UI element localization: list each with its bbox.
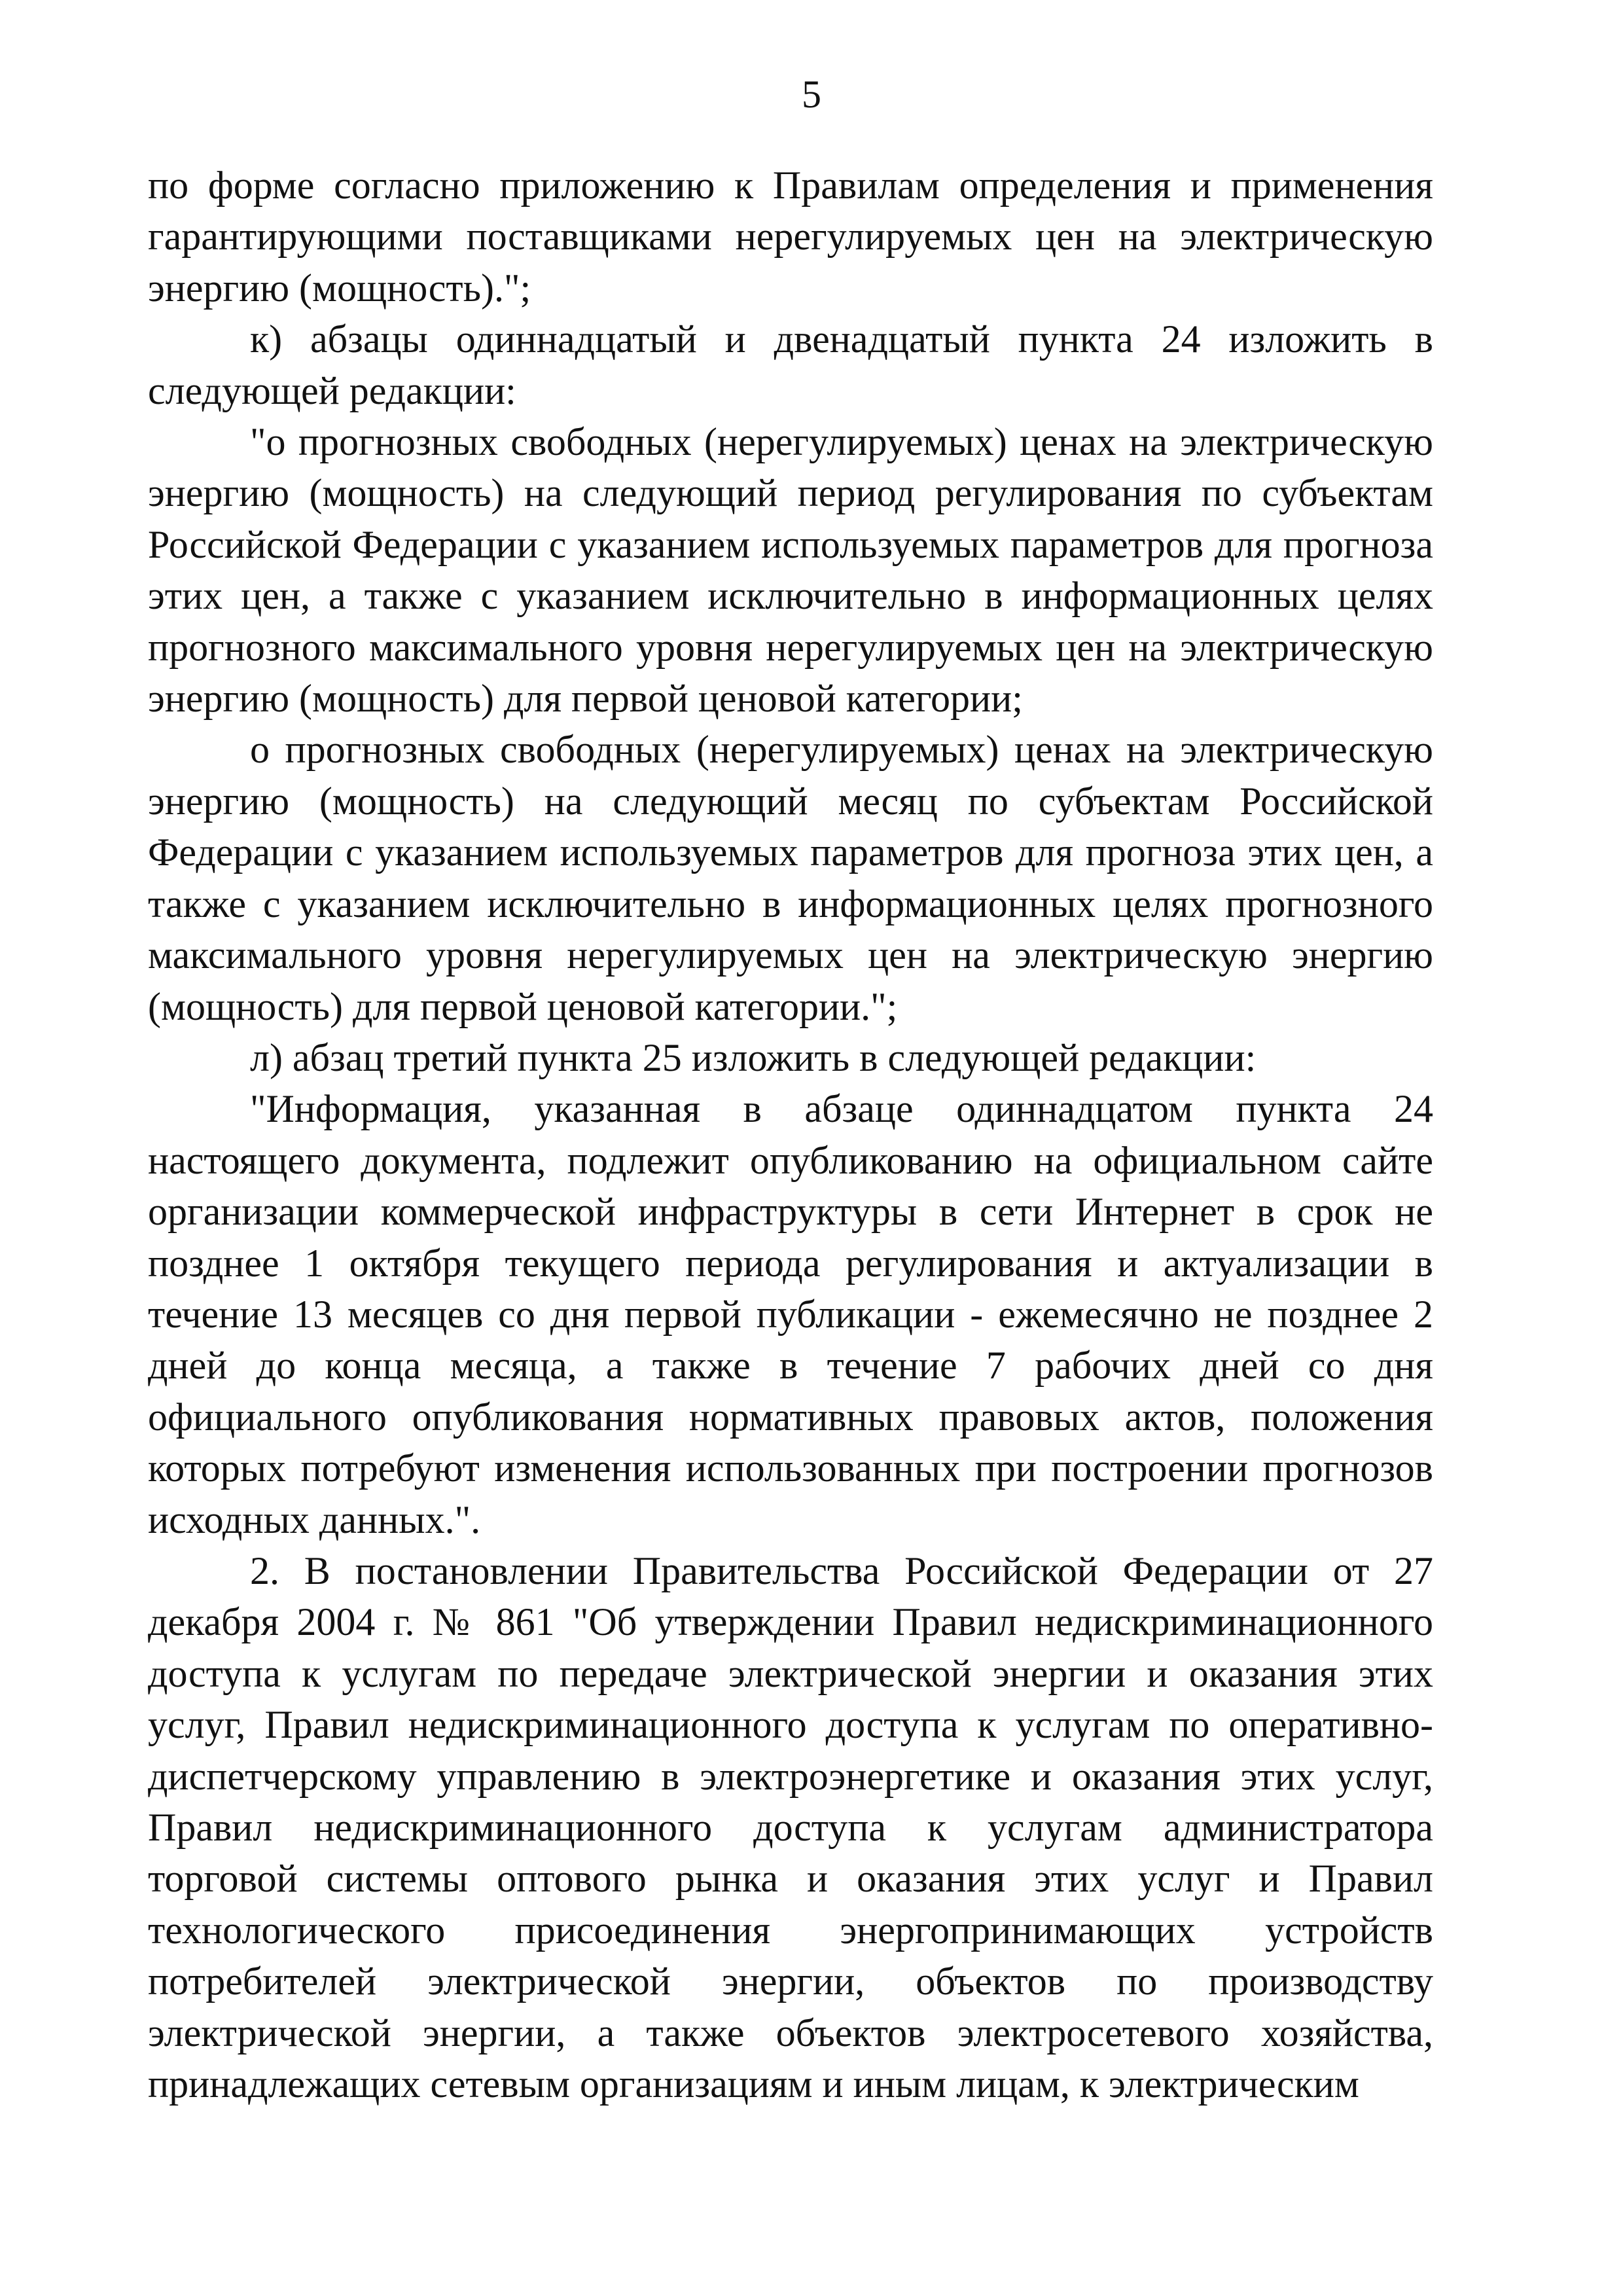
paragraph: "Информация, указанная в абзаце одиннадцатом пункта 24 настоящего документа, подлежит опубликованию на официальном сайте организации коммерческой инфраструктуры в сети Интернет в срок не позднее 1 октября текущего периода регулирования и актуализации в течение 13 месяцев со дня первой публикации - ежемесячно не позднее 2 дней до конца месяца, а также в течение 7 рабочих дней со дня официального опубликования нормативных правовых актов, положения которых потребуют изменения использованных при построении прогнозов исходных данных.". bbox=[148, 1087, 1433, 1541]
paragraph: "о прогнозных свободных (нерегулируемых) ценах на электрическую энергию (мощность) на следующий период регулирования по субъектам Российской Федерации с указанием используемых параметров для прогноза этих цен, а также с указанием исключительно в информационных целях прогнозного максимального уровня нерегулируемых цен на электрическую энергию (мощность) для первой ценовой категории; bbox=[148, 420, 1433, 721]
document-body bbox=[148, 160, 1433, 2109]
paragraph: к) абзацы одиннадцатый и двенадцатый пункта 24 изложить в следующей редакции: bbox=[148, 317, 1433, 412]
paragraph: 2. В постановлении Правительства Российской Федерации от 27 декабря 2004 г. № 861 "Об утверждении Правил недискриминационного доступа к услугам по передаче электрической энергии и оказания этих услуг, Правил недискриминационного доступа к услугам по оперативно-диспетчерскому управлению в электроэнергетике и оказания этих услуг, Правил недискриминационного доступа к услугам администратора торговой системы оптового рынка и оказания этих услуг и Правил технологического присоединения энергопринимающих устройств потребителей электрической энергии, объектов по производству электрической энергии, а также объектов электросетевого хозяйства, принадлежащих сетевым организациям и иным лицам, к электрическим bbox=[148, 1549, 1433, 2106]
paragraph: по форме согласно приложению к Правилам определения и применения гарантирующими поставщиками нерегулируемых цен на электрическую энергию (мощность)."; bbox=[148, 164, 1433, 310]
paragraph: л) абзац третий пункта 25 изложить в следующей редакции: bbox=[250, 1035, 1257, 1079]
paragraph: о прогнозных свободных (нерегулируемых) ценах на электрическую энергию (мощность) на следующий месяц по субъектам Российской Федерации с указанием используемых параметров для прогноза этих цен, а также с указанием исключительно в информационных целях прогнозного максимального уровня нерегулируемых цен на электрическую энергию (мощность) для первой ценовой категории."; bbox=[148, 728, 1433, 1028]
page-number: 5 bbox=[802, 73, 821, 116]
